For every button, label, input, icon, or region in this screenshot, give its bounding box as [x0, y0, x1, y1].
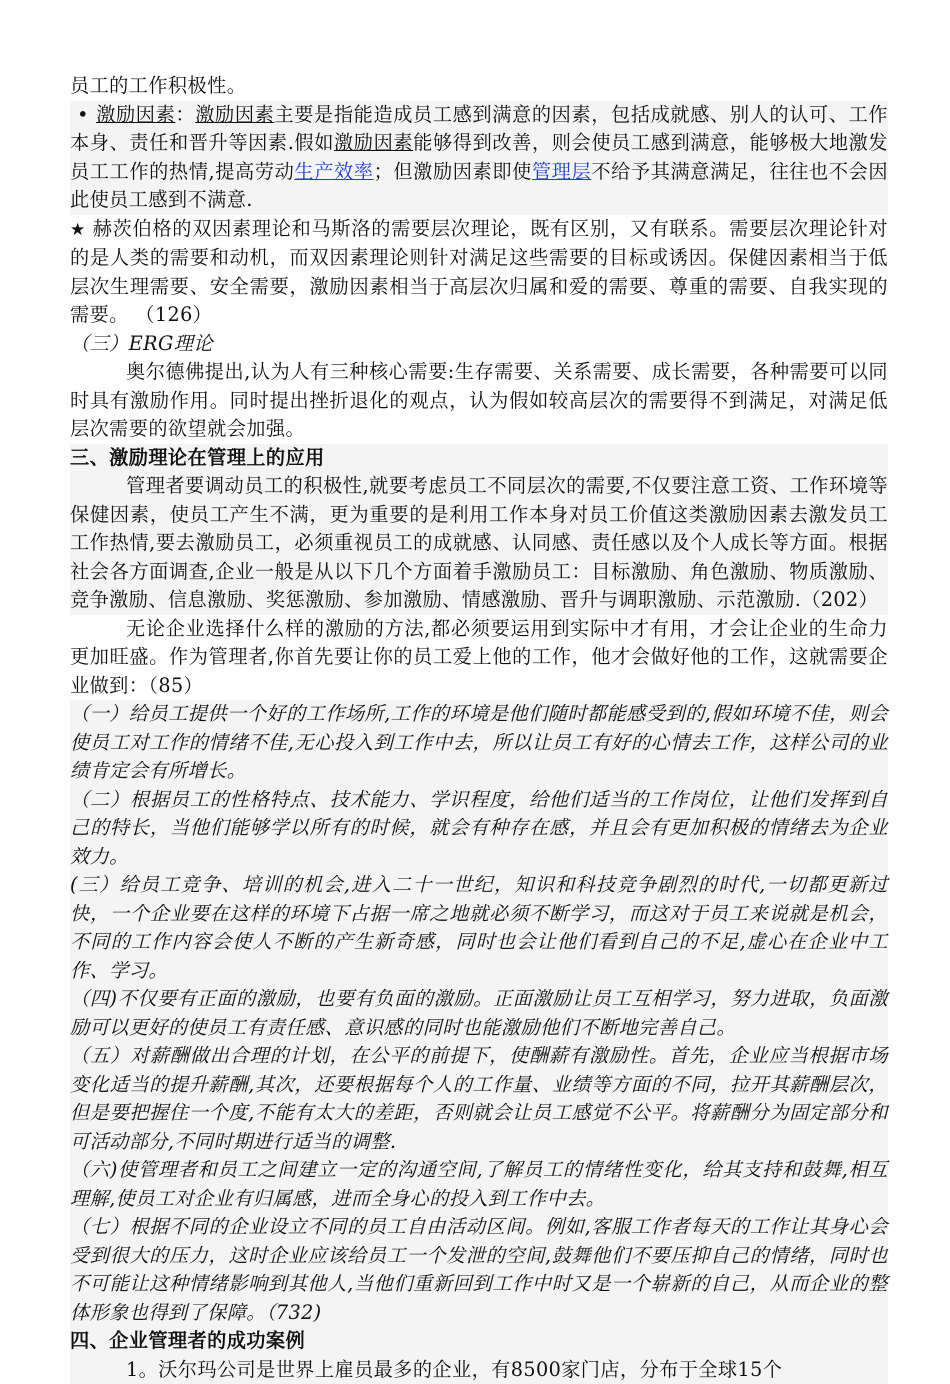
- bullet-text-1: 主要是指能造成员工感到满意的因素，包括成就感、别人的认可、工作本身、责任和晋升等因素.假如: [70, 103, 888, 155]
- list-item-1: （一）给员工提供一个好的工作场所,工作的环境是他们随时都能感受到的,假如环境不佳，则会使员工对工作的情绪不佳,无心投入到工作中去，所以让员工有好的心情去工作，这样公司的业绩肯定会有所增长。: [70, 700, 888, 786]
- list-item-3: (三）给员工竞争、培训的机会,进入二十一世纪，知识和科技竞争剧烈的时代,一切都更新过快，一个企业要在这样的环境下占据一席之地就必须不断学习，而这对于员工来说就是机会，不同的工作内容会使人不断的产生新奇感，同时也会让他们看到自己的不足,虚心在企业中工作、学习。: [70, 871, 888, 985]
- list-item-7: （七）根据不同的企业设立不同的员工自由活动区间。例如,客服工作者每天的工作让其身心会受到很大的压力，这时企业应该给员工一个发泄的空间,鼓舞他们不要压抑自己的情绪，同时也不可能让这种情绪影响到其他人,当他们重新回到工作中时又是一个崭新的自己，从而企业的整体形象也得到了保障。（732): [70, 1213, 888, 1327]
- section3-paragraph-1: 管理者要调动员工的积极性,就要考虑员工不同层次的需要,不仅要注意工资、工作环境等保健因素，使员工产生不满，更为重要的是利用工作本身对员工价值这类激励因素去激发员工工作热情,要去激励员工，必须重视员工的成就感、认同感、责任感以及个人成长等方面。根据社会各方面调查,企业一般是从以下几个方面着手激励员工：目标激励、角色激励、物质激励、竞争激励、信息激励、奖惩激励、参加激励、情感激励、晋升与调职激励、示范激励.（202）: [70, 472, 888, 615]
- term-colon: ：: [175, 103, 195, 126]
- link-management[interactable]: 管理层: [532, 160, 591, 183]
- term-motivation-factors: 激励因素: [96, 103, 175, 126]
- list-item-5: （五）对薪酬做出合理的计划，在公平的前提下，使酬薪有激励性。首先，企业应当根据市场变化适当的提升薪酬,其次，还要根据每个人的工作量、业绩等方面的不同，拉开其薪酬层次，但是要把握住一个度,不能有太大的差距，否则就会让员工感觉不公平。将薪酬分为固定部分和可活动部分,不同时期进行适当的调整.: [70, 1042, 888, 1156]
- intro-line: 员工的工作积极性。: [70, 72, 888, 101]
- bullet-text-2: 能够得到改善，则会使员工感到满意，能够极大地激发员工工作的热情,提高劳动: [70, 131, 888, 183]
- term-motivation-factors-3: 激励因素: [334, 131, 413, 154]
- list-item-4: （四)不仅要有正面的激励，也要有负面的激励。正面激励让员工互相学习，努力进取，负面激励可以更好的使员工有责任感、意识感的同时也能激励他们不断地完善自己。: [70, 985, 888, 1042]
- bullet-marker: •: [70, 101, 96, 130]
- term-motivation-factors-2: 激励因素: [195, 103, 274, 126]
- bullet-text-3: ；但激励因素即使: [374, 160, 532, 183]
- list-item-2: （二）根据员工的性格特点、技术能力、学识程度，给他们适当的工作岗位，让他们发挥到自己的特长，当他们能够学以所有的时候，就会有种存在感，并且会有更加积极的情绪去为企业效力。: [70, 786, 888, 872]
- star-paragraph: [70, 215, 888, 330]
- erg-heading: （三）ERG理论: [70, 330, 888, 359]
- section3-paragraph-2: 无论企业选择什么样的激励的方法,都必须要运用到实际中才有用，才会让企业的生命力更加旺盛。作为管理者,你首先要让你的员工爱上他的工作，他才会做好他的工作，这就需要企业做到：（85）: [70, 615, 888, 701]
- erg-text: 奥尔德佛提出,认为人有三种核心需要:生存需要、关系需要、成长需要，各种需要可以同时具有激励作用。同时提出挫折退化的观点，认为假如较高层次的需要得不到满足，对满足低层次需要的欲望就会加强。: [70, 358, 888, 444]
- bullet-motivation-factors: [70, 101, 888, 215]
- section4-heading: 四、企业管理者的成功案例: [70, 1327, 888, 1356]
- star-icon: ★: [70, 220, 86, 240]
- section3-heading: 三、激励理论在管理上的应用: [70, 444, 888, 473]
- list-item-6: （六)使管理者和员工之间建立一定的沟通空间,了解员工的情绪性变化，给其支持和鼓舞,相互理解,使员工对企业有归属感，进而全身心的投入到工作中去。: [70, 1156, 888, 1213]
- bullet-text-4: 不给予其满意满足，往往也不会因此使员工感到不满意.: [70, 160, 888, 212]
- link-productivity[interactable]: 生产效率: [294, 160, 373, 183]
- section4-paragraph-1: 1。沃尔玛公司是世界上雇员最多的企业，有8500家门店，分布于全球15个: [70, 1356, 888, 1384]
- star-paragraph-text: 赫茨伯格的双因素理论和马斯洛的需要层次理论，既有区别，又有联系。需要层次理论针对的是人类的需要和动机，而双因素理论则针对满足这些需要的目标或诱因。保健因素相当于低层次生理需要、安全需要，激励因素相当于高层次归属和爱的需要、尊重的需要、自我实现的需要。 （126）: [70, 217, 888, 327]
